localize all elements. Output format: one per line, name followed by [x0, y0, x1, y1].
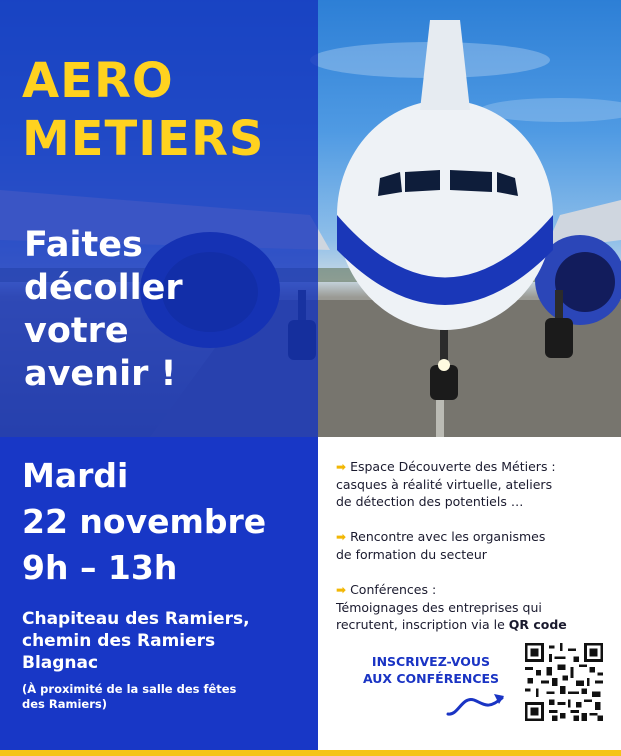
event-hours: 9h – 13h — [22, 548, 178, 587]
feature-text: Espace Découverte des Métiers : — [350, 459, 556, 474]
feature-text: casques à réalité virtuelle, ateliers — [336, 477, 553, 492]
venue-note-line: des Ramiers) — [22, 697, 107, 711]
curved-arrow-icon — [444, 690, 508, 720]
feature-text: Témoignages des entreprises qui — [336, 600, 542, 615]
arrow-right-icon: ➡ — [336, 530, 347, 544]
feature-item — [336, 458, 618, 510]
arrow-right-icon: ➡ — [336, 460, 347, 474]
event-title — [22, 52, 264, 168]
feature-item — [336, 581, 618, 633]
venue-line: Blagnac — [22, 653, 99, 673]
venue-note — [22, 682, 236, 712]
arrow-right-icon: ➡ — [336, 583, 347, 597]
cta-line: AUX CONFÉRENCES — [362, 671, 500, 686]
slogan-line: avenir ! — [24, 354, 177, 394]
venue-line: Chapiteau des Ramiers, — [22, 609, 250, 629]
title-line: AERO — [22, 53, 174, 109]
bottom-stripe — [0, 750, 621, 756]
feature-text: recrutent, inscription via le — [336, 617, 509, 632]
slogan-line: décoller — [24, 268, 183, 308]
feature-text: de détection des potentiels … — [336, 494, 524, 509]
event-info-panel — [0, 437, 318, 756]
qr-code-icon[interactable] — [525, 643, 603, 721]
register-cta[interactable] — [356, 653, 506, 687]
qr-code-label: QR code — [508, 617, 567, 632]
venue-line: chemin des Ramiers — [22, 631, 216, 651]
title-line: METIERS — [22, 111, 265, 167]
feature-text: Conférences : — [350, 582, 437, 597]
event-date-value: 22 novembre — [22, 502, 267, 541]
feature-item — [336, 528, 618, 563]
features-list — [336, 458, 618, 651]
cta-line: INSCRIVEZ-VOUS — [371, 654, 491, 669]
event-day: Mardi — [22, 456, 129, 495]
feature-text: de formation du secteur — [336, 547, 487, 562]
feature-text: Rencontre avec les organismes — [350, 529, 546, 544]
venue-address — [22, 608, 250, 674]
slogan — [24, 224, 183, 396]
slogan-line: votre — [24, 311, 129, 351]
venue-note-line: (À proximité de la salle des fêtes — [22, 682, 237, 696]
slogan-line: Faites — [24, 225, 143, 265]
event-date — [22, 453, 266, 591]
